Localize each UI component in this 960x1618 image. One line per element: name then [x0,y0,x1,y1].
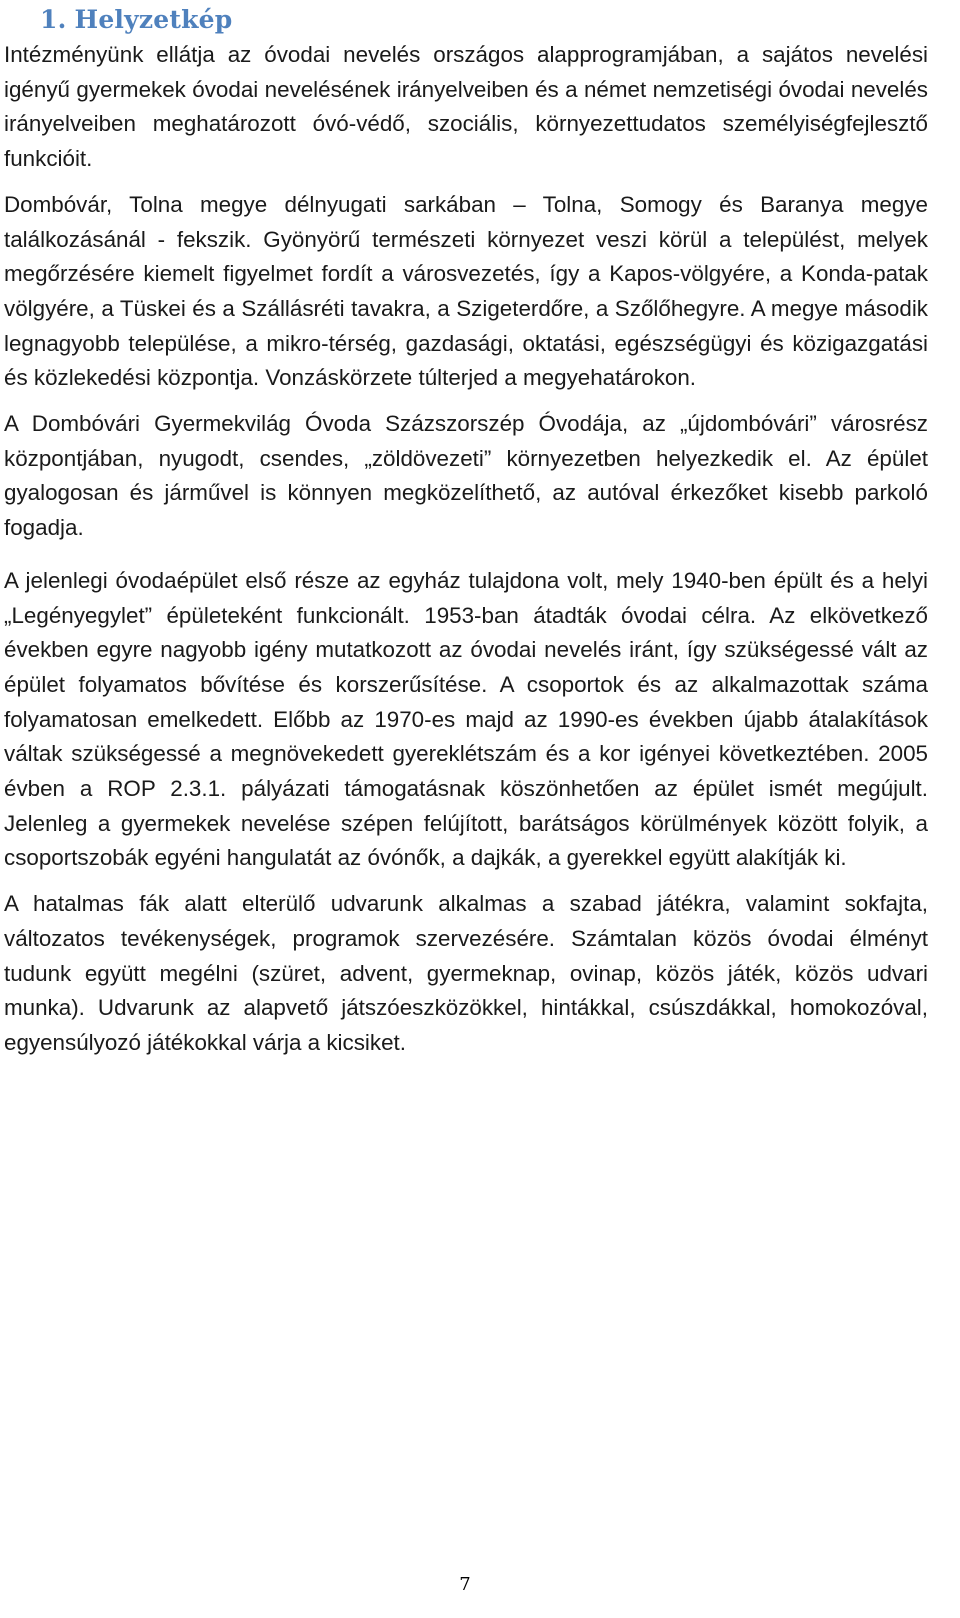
document-page [4,0,928,1061]
page-number: 7 [459,1574,471,1595]
section-heading [4,0,928,38]
paragraph-town: Dombóvár, Tolna megye délnyugati sarkában – Tolna, Somogy és Baranya megye találkozásánál - fekszik. Gyönyörű természeti környezet veszi körül a települést, melyek megőrzésére kiemelt figyelmet fordít a városvezetés, így a Kapos-völgyére, a Konda-patak völgyére, a Tüskei és a Szállásréti tavakra, a Szigeterdőre, a Szőlőhegyre. A megye második legnagyobb települése, a mikro-térség, gazdasági, oktatási, egészségügyi és közigazgatási és közlekedési központja. Vonzáskörzete túlterjed a megyehatárokon. [4,191,928,391]
section-number: 1. [40,5,67,34]
paragraph-intro: Intézményünk ellátja az óvodai nevelés országos alapprogramjában, a sajátos nevelési igényű gyermekek óvodai nevelésének irányelveiben és a német nemzetiségi óvodai nevelés irányelveiben meghatározott óvó-védő, szociális, környezettudatos személyiségfejlesztő funkcióit. [4,42,928,172]
paragraph-yard: A hatalmas fák alatt elterülő udvarunk alkalmas a szabad játékra, valamint sokfajta, változatos tevékenységek, programok szervezésére. Számtalan közös óvodai élményt tudunk együtt megélni (szüret, advent, gyermeknap, ovinap, közös játék, közös udvari munka). Udvarunk az alapvető játszóeszközökkel, hintákkal, csúszdákkal, homokozóval, egyensúlyozó játékokkal várja a kicsiket. [4,891,928,1055]
paragraph-kindergarten: A Dombóvári Gyermekvilág Óvoda Százszorszép Óvodája, az „újdombóvári” városrész központjában, nyugodt, csendes, „zöldövezeti” környezetben helyezkedik el. Az épület gyalogosan és járművel is könnyen megközelíthető, az autóval érkezőket kisebb parkoló fogadja. [4,411,928,541]
section-title: Helyzetkép [74,5,233,34]
paragraph-history: A jelenlegi óvodaépület első része az egyház tulajdona volt, mely 1940-ben épült és a helyi „Legényegylet” épületeként funkcionált. 1953-ban átadták óvodai célra. Az elkövetkező években egyre nagyobb igény mutatkozott az óvodai nevelés iránt, így szükségessé vált az épület folyamatos bővítése és korszerűsítése. A csoportok és az alkalmazottak száma folyamatosan emelkedett. Előbb az 1970-es majd az 1990-es években újabb átalakítások váltak szükségessé a megnövekedett gyereklétszám és a kor igényei következtében. 2005 évben a ROP 2.3.1. pályázati támogatásnak köszönhetően az épület ismét megújult. Jelenleg a gyermekek nevelése szépen felújított, barátságos körülmények között folyik, a csoportszobák egyéni hangulatát az óvónők, a dajkák, a gyerekkel együtt alakítják ki. [4,567,928,871]
